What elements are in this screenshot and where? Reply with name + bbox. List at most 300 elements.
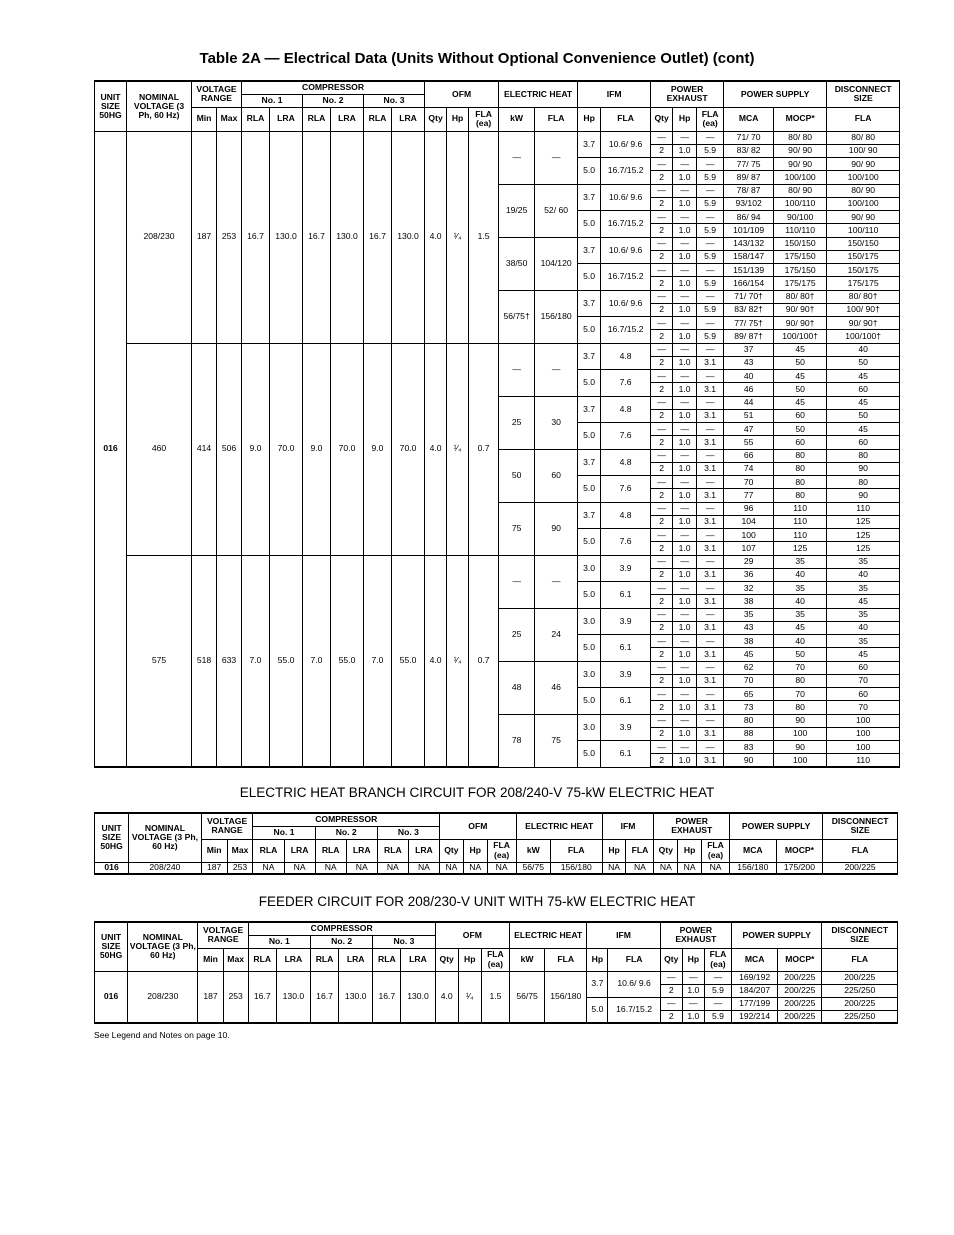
heat-fla-cell: 90 [535, 502, 578, 555]
exhaust-hp-cell: 1.0 [682, 1010, 704, 1023]
voltage-min-cell: 518 [192, 555, 217, 767]
branch-cell: 175/200 [776, 862, 823, 874]
exhaust-fla-cell: — [697, 449, 724, 462]
disconnect-fla-cell: 50 [827, 409, 900, 422]
mca-cell: 77/ 75† [724, 317, 774, 330]
mca-cell: 66 [724, 449, 774, 462]
header-fla-ea: FLA (ea) [487, 839, 516, 862]
header-qty: Qty [654, 839, 678, 862]
header-rla: RLA [373, 948, 401, 971]
ifm-hp-cell: 3.7 [578, 131, 601, 158]
exhaust-hp-cell: — [673, 661, 697, 674]
ifm-hp-cell: 5.0 [578, 529, 601, 556]
header-hp: Hp [458, 948, 481, 971]
ifm-fla-cell: 6.1 [601, 688, 651, 715]
exhaust-hp-cell: 1.0 [673, 674, 697, 687]
header-voltage-range: VOLTAGE RANGE [192, 81, 242, 107]
exhaust-qty-cell: 2 [651, 542, 673, 555]
branch-circuit-table [94, 812, 898, 875]
disconnect-fla-cell: 200/225 [822, 997, 898, 1010]
mocp-cell: 90/ 90 [774, 158, 827, 171]
header-no1: No. 1 [248, 935, 310, 948]
mca-cell: 45 [724, 648, 774, 661]
exhaust-hp-cell: — [673, 396, 697, 409]
branch-cell: NA [463, 862, 487, 874]
exhaust-fla-cell: 3.1 [697, 568, 724, 581]
branch-cell: NA [702, 862, 730, 874]
disconnect-fla-cell: 175/175 [827, 277, 900, 290]
header-ifm: IFM [587, 922, 660, 948]
ifm-hp-cell: 5.0 [578, 476, 601, 503]
exhaust-hp-cell: 1.0 [673, 409, 697, 422]
table-title: Table 2A — Electrical Data (Units Without Optional Convenience Outlet) (cont) [199, 50, 755, 67]
header-no1: No. 1 [242, 94, 303, 107]
exhaust-hp-cell: — [673, 476, 697, 489]
exhaust-qty-cell: 2 [651, 197, 673, 210]
header-power-supply: POWER SUPPLY [730, 813, 823, 839]
exhaust-hp-cell: 1.0 [673, 515, 697, 528]
mca-cell: 80 [724, 714, 774, 727]
exhaust-qty-cell: 2 [651, 595, 673, 608]
header-unit-size: UNIT SIZE 50HG [95, 813, 129, 862]
header-fla: FLA [608, 948, 660, 971]
header-min: Min [192, 107, 217, 131]
heat-fla-cell: — [535, 555, 578, 608]
compressor3-lra-cell: 70.0 [392, 343, 425, 555]
header-fla-ea: FLA (ea) [704, 948, 731, 971]
exhaust-hp-cell: 1.0 [673, 277, 697, 290]
exhaust-fla-cell: — [697, 290, 724, 303]
header-mocp: MOCP* [778, 948, 822, 971]
header-max: Max [217, 107, 242, 131]
compressor1-lra-cell: 130.0 [270, 131, 303, 343]
compressor2-lra-cell: 130.0 [331, 131, 364, 343]
header-disconnect-size: DISCONNECT SIZE [822, 922, 898, 948]
feeder-circuit-title: FEEDER CIRCUIT FOR 208/230-V UNIT WITH 75-kW ELECTRIC HEAT [258, 894, 696, 909]
header-hp: Hp [587, 948, 608, 971]
exhaust-qty-cell: 2 [651, 727, 673, 740]
disconnect-fla-cell: 80 [827, 449, 900, 462]
branch-cell: NA [487, 862, 516, 874]
exhaust-fla-cell: 3.1 [697, 621, 724, 634]
header-hp: Hp [463, 839, 487, 862]
header-kw: kW [499, 107, 535, 131]
exhaust-qty-cell: 2 [651, 754, 673, 767]
ifm-hp-cell: 3.0 [578, 714, 601, 741]
ifm-hp-cell: 3.0 [578, 661, 601, 688]
exhaust-qty-cell: 2 [651, 224, 673, 237]
exhaust-hp-cell: — [673, 343, 697, 356]
exhaust-fla-cell: — [697, 237, 724, 250]
disconnect-fla-cell: 100/100 [827, 197, 900, 210]
header-lra: LRA [276, 948, 310, 971]
exhaust-fla-cell: — [697, 582, 724, 595]
header-min: Min [201, 839, 227, 862]
mocp-cell: 80/ 80 [774, 131, 827, 144]
ifm-hp-cell: 3.7 [578, 184, 601, 211]
exhaust-hp-cell: 1.0 [673, 701, 697, 714]
mocp-cell: 100 [774, 754, 827, 767]
branch-cell: 187 [201, 862, 227, 874]
header-rla: RLA [377, 839, 408, 862]
feeder-circuit-table [94, 921, 898, 1024]
mocp-cell: 60 [774, 436, 827, 449]
exhaust-hp-cell: 1.0 [673, 595, 697, 608]
ifm-hp-cell: 3.7 [578, 290, 601, 317]
ofm-hp-cell: ¹⁄₄ [447, 343, 469, 555]
ifm-fla-cell: 10.6/ 9.6 [601, 131, 651, 158]
exhaust-qty-cell: — [651, 529, 673, 542]
disconnect-fla-cell: 100 [827, 741, 900, 754]
compressor2-rla-cell: 9.0 [303, 343, 331, 555]
disconnect-fla-cell: 150/175 [827, 250, 900, 263]
ifm-hp-cell: 5.0 [578, 370, 601, 397]
exhaust-qty-cell: — [651, 502, 673, 515]
exhaust-fla-cell: 3.1 [697, 489, 724, 502]
header-mca: MCA [730, 839, 777, 862]
exhaust-hp-cell: — [673, 264, 697, 277]
heat-kw-cell: 48 [499, 661, 535, 714]
mca-cell: 143/132 [724, 237, 774, 250]
mocp-cell: 100/100† [774, 330, 827, 343]
heat-kw-cell: 56/75 [510, 971, 545, 1023]
header-compressor: COMPRESSOR [242, 81, 425, 94]
exhaust-qty-cell: — [660, 997, 682, 1010]
mca-cell: 46 [724, 383, 774, 396]
mca-cell: 192/214 [732, 1010, 778, 1023]
heat-fla-cell: 60 [535, 449, 578, 502]
exhaust-fla-cell: 5.9 [697, 171, 724, 184]
mocp-cell: 45 [774, 370, 827, 383]
header-power-exhaust: POWER EXHAUST [654, 813, 730, 839]
header-lra: LRA [331, 107, 364, 131]
ifm-hp-cell: 5.0 [578, 741, 601, 768]
compressor3-rla-cell: 16.7 [373, 971, 401, 1023]
disconnect-fla-cell: 50 [827, 356, 900, 369]
ifm-hp-cell: 3.7 [578, 449, 601, 476]
disconnect-fla-cell: 125 [827, 542, 900, 555]
mca-cell: 37 [724, 343, 774, 356]
ifm-fla-cell: 6.1 [601, 635, 651, 662]
header-no2: No. 2 [315, 826, 377, 839]
ofm-qty-cell: 4.0 [425, 555, 447, 767]
exhaust-qty-cell: — [651, 158, 673, 171]
exhaust-qty-cell: — [651, 211, 673, 224]
branch-cell: 156/180 [730, 862, 777, 874]
ifm-fla-cell: 10.6/ 9.6 [601, 290, 651, 317]
header-mca: MCA [732, 948, 778, 971]
exhaust-fla-cell: — [697, 476, 724, 489]
mocp-cell: 80 [774, 462, 827, 475]
exhaust-qty-cell: 2 [651, 489, 673, 502]
branch-cell: 156/180 [550, 862, 602, 874]
branch-cell: 016 [95, 862, 129, 874]
ifm-fla-cell: 3.9 [601, 608, 651, 635]
ofm-fla-cell: 0.7 [469, 343, 499, 555]
heat-kw-cell: — [499, 131, 535, 184]
mocp-cell: 100 [774, 727, 827, 740]
mocp-cell: 80 [774, 489, 827, 502]
exhaust-qty-cell: — [651, 423, 673, 436]
exhaust-hp-cell: — [673, 158, 697, 171]
mocp-cell: 90/ 90† [774, 303, 827, 316]
disconnect-fla-cell: 90/ 90† [827, 317, 900, 330]
mocp-cell: 90 [774, 741, 827, 754]
exhaust-hp-cell: 1.0 [673, 330, 697, 343]
exhaust-qty-cell: — [651, 343, 673, 356]
unit-size-cell: 016 [95, 971, 128, 1023]
exhaust-qty-cell: — [651, 131, 673, 144]
exhaust-hp-cell: 1.0 [673, 542, 697, 555]
exhaust-qty-cell: 2 [651, 701, 673, 714]
ifm-fla-cell: 16.7/15.2 [601, 264, 651, 291]
ifm-hp-cell: 3.7 [587, 971, 608, 997]
exhaust-qty-cell: 2 [651, 674, 673, 687]
header-compressor: COMPRESSOR [253, 813, 440, 826]
header-lra: LRA [346, 839, 377, 862]
disconnect-fla-cell: 35 [827, 635, 900, 648]
compressor2-rla-cell: 16.7 [303, 131, 331, 343]
exhaust-qty-cell: 2 [651, 144, 673, 157]
header-mca: MCA [724, 107, 774, 131]
exhaust-hp-cell: — [673, 608, 697, 621]
mocp-cell: 70 [774, 661, 827, 674]
mca-cell: 35 [724, 608, 774, 621]
mca-cell: 83/ 82 [724, 144, 774, 157]
disconnect-fla-cell: 100/100† [827, 330, 900, 343]
voltage-min-cell: 187 [198, 971, 223, 1023]
heat-kw-cell: 50 [499, 449, 535, 502]
exhaust-hp-cell: — [673, 237, 697, 250]
mca-cell: 70 [724, 476, 774, 489]
exhaust-fla-cell: — [697, 184, 724, 197]
ifm-fla-cell: 16.7/15.2 [601, 211, 651, 238]
exhaust-hp-cell: — [673, 317, 697, 330]
ifm-fla-cell: 4.8 [601, 396, 651, 423]
mocp-cell: 100/100 [774, 171, 827, 184]
disconnect-fla-cell: 45 [827, 648, 900, 661]
mca-cell: 96 [724, 502, 774, 515]
mocp-cell: 200/225 [778, 984, 822, 997]
mca-cell: 51 [724, 409, 774, 422]
disconnect-fla-cell: 200/225 [822, 971, 898, 984]
header-qty: Qty [425, 107, 447, 131]
nominal-voltage-cell: 208/230 [128, 971, 198, 1023]
disconnect-fla-cell: 125 [827, 529, 900, 542]
header-hp: Hp [673, 107, 697, 131]
header-fla: FLA [601, 107, 651, 131]
exhaust-fla-cell: — [697, 131, 724, 144]
exhaust-qty-cell: 2 [651, 568, 673, 581]
exhaust-fla-cell: — [697, 555, 724, 568]
branch-cell: 208/240 [129, 862, 202, 874]
mca-cell: 101/109 [724, 224, 774, 237]
heat-fla-cell: 30 [535, 396, 578, 449]
disconnect-fla-cell: 35 [827, 555, 900, 568]
header-ofm: OFM [435, 922, 509, 948]
ifm-hp-cell: 3.7 [578, 343, 601, 370]
compressor1-lra-cell: 130.0 [276, 971, 310, 1023]
exhaust-qty-cell: 2 [651, 303, 673, 316]
branch-cell: NA [377, 862, 408, 874]
exhaust-qty-cell: 2 [651, 356, 673, 369]
header-fla: FLA [535, 107, 578, 131]
exhaust-qty-cell: — [651, 370, 673, 383]
mocp-cell: 45 [774, 396, 827, 409]
exhaust-fla-cell: — [697, 529, 724, 542]
ifm-fla-cell: 4.8 [601, 343, 651, 370]
mocp-cell: 45 [774, 343, 827, 356]
exhaust-qty-cell: — [651, 476, 673, 489]
mca-cell: 71/ 70† [724, 290, 774, 303]
header-fla: FLA [822, 948, 898, 971]
mca-cell: 89/ 87 [724, 171, 774, 184]
exhaust-fla-cell: 3.1 [697, 595, 724, 608]
mocp-cell: 125 [774, 542, 827, 555]
mca-cell: 62 [724, 661, 774, 674]
mca-cell: 43 [724, 356, 774, 369]
mca-cell: 32 [724, 582, 774, 595]
mocp-cell: 35 [774, 555, 827, 568]
compressor3-lra-cell: 55.0 [392, 555, 425, 767]
exhaust-hp-cell: 1.0 [673, 197, 697, 210]
mocp-cell: 150/150 [774, 237, 827, 250]
disconnect-fla-cell: 40 [827, 343, 900, 356]
mocp-cell: 175/175 [774, 277, 827, 290]
exhaust-qty-cell: 2 [651, 462, 673, 475]
mocp-cell: 175/150 [774, 250, 827, 263]
header-disconnect-size: DISCONNECT SIZE [827, 81, 900, 107]
exhaust-hp-cell: — [673, 688, 697, 701]
ifm-fla-cell: 10.6/ 9.6 [601, 184, 651, 211]
header-min: Min [198, 948, 223, 971]
voltage-min-cell: 187 [192, 131, 217, 343]
compressor2-lra-cell: 55.0 [331, 555, 364, 767]
header-nominal-voltage: NOMINAL VOLTAGE (3 Ph, 60 Hz) [129, 813, 202, 862]
ifm-fla-cell: 3.9 [601, 555, 651, 582]
branch-cell: NA [440, 862, 464, 874]
exhaust-hp-cell: 1.0 [673, 356, 697, 369]
disconnect-fla-cell: 40 [827, 568, 900, 581]
header-fla: FLA [626, 839, 654, 862]
compressor1-rla-cell: 16.7 [248, 971, 276, 1023]
header-voltage-range: VOLTAGE RANGE [198, 922, 248, 948]
disconnect-fla-cell: 225/250 [822, 1010, 898, 1023]
exhaust-fla-cell: — [697, 343, 724, 356]
header-kw: kW [516, 839, 550, 862]
heat-kw-cell: 38/50 [499, 237, 535, 290]
ifm-fla-cell: 6.1 [601, 741, 651, 768]
exhaust-fla-cell: — [697, 635, 724, 648]
header-lra: LRA [270, 107, 303, 131]
disconnect-fla-cell: 110 [827, 754, 900, 767]
exhaust-qty-cell: — [651, 184, 673, 197]
exhaust-hp-cell: 1.0 [673, 303, 697, 316]
mocp-cell: 50 [774, 648, 827, 661]
disconnect-fla-cell: 225/250 [822, 984, 898, 997]
exhaust-qty-cell: 2 [651, 330, 673, 343]
exhaust-hp-cell: 1.0 [673, 568, 697, 581]
exhaust-hp-cell: — [673, 555, 697, 568]
ifm-hp-cell: 5.0 [587, 997, 608, 1023]
mca-cell: 40 [724, 370, 774, 383]
exhaust-fla-cell: 5.9 [697, 144, 724, 157]
exhaust-fla-cell: 3.1 [697, 701, 724, 714]
header-mocp: MOCP* [776, 839, 823, 862]
disconnect-fla-cell: 100/ 90† [827, 303, 900, 316]
table-row [95, 862, 898, 874]
header-fla-ea: FLA (ea) [481, 948, 509, 971]
header-nominal-voltage: NOMINAL VOLTAGE (3 Ph, 60 Hz) [127, 81, 192, 131]
mocp-cell: 110 [774, 502, 827, 515]
compressor3-rla-cell: 7.0 [364, 555, 392, 767]
header-kw: kW [510, 948, 545, 971]
branch-cell: NA [654, 862, 678, 874]
exhaust-hp-cell: 1.0 [673, 489, 697, 502]
exhaust-fla-cell: 3.1 [697, 515, 724, 528]
disconnect-fla-cell: 90 [827, 462, 900, 475]
header-lra: LRA [284, 839, 315, 862]
branch-cell: NA [253, 862, 284, 874]
header-ifm: IFM [578, 81, 651, 107]
branch-cell: NA [602, 862, 626, 874]
branch-cell: NA [346, 862, 377, 874]
ofm-fla-cell: 1.5 [481, 971, 509, 1023]
ifm-fla-cell: 6.1 [601, 582, 651, 609]
exhaust-hp-cell: 1.0 [673, 648, 697, 661]
mca-cell: 166/154 [724, 277, 774, 290]
mocp-cell: 45 [774, 621, 827, 634]
ifm-hp-cell: 5.0 [578, 635, 601, 662]
ifm-hp-cell: 5.0 [578, 582, 601, 609]
exhaust-hp-cell: 1.0 [673, 462, 697, 475]
compressor1-rla-cell: 9.0 [242, 343, 270, 555]
ifm-hp-cell: 3.7 [578, 237, 601, 264]
header-unit-size: UNIT SIZE 50HG [95, 81, 127, 131]
disconnect-fla-cell: 90/ 90 [827, 211, 900, 224]
mca-cell: 47 [724, 423, 774, 436]
header-rla: RLA [242, 107, 270, 131]
branch-cell: 56/75 [516, 862, 550, 874]
exhaust-hp-cell: — [673, 714, 697, 727]
exhaust-hp-cell: 1.0 [673, 250, 697, 263]
exhaust-fla-cell: — [697, 714, 724, 727]
table-row [95, 555, 900, 568]
unit-size-cell: 016 [95, 131, 127, 767]
header-hp: Hp [682, 948, 704, 971]
exhaust-qty-cell: 2 [651, 383, 673, 396]
exhaust-hp-cell: — [673, 370, 697, 383]
exhaust-fla-cell: — [697, 688, 724, 701]
header-power-supply: POWER SUPPLY [732, 922, 822, 948]
compressor1-lra-cell: 70.0 [270, 343, 303, 555]
compressor3-lra-cell: 130.0 [392, 131, 425, 343]
header-power-exhaust: POWER EXHAUST [651, 81, 724, 107]
mocp-cell: 50 [774, 423, 827, 436]
heat-kw-cell: 25 [499, 608, 535, 661]
exhaust-qty-cell: — [651, 741, 673, 754]
voltage-min-cell: 414 [192, 343, 217, 555]
heat-fla-cell: 52/ 60 [535, 184, 578, 237]
disconnect-fla-cell: 100 [827, 727, 900, 740]
mocp-cell: 50 [774, 383, 827, 396]
exhaust-qty-cell: 2 [651, 171, 673, 184]
header-qty: Qty [435, 948, 458, 971]
ifm-fla-cell: 7.6 [601, 423, 651, 450]
disconnect-fla-cell: 35 [827, 582, 900, 595]
exhaust-fla-cell: — [697, 264, 724, 277]
exhaust-fla-cell: — [697, 502, 724, 515]
